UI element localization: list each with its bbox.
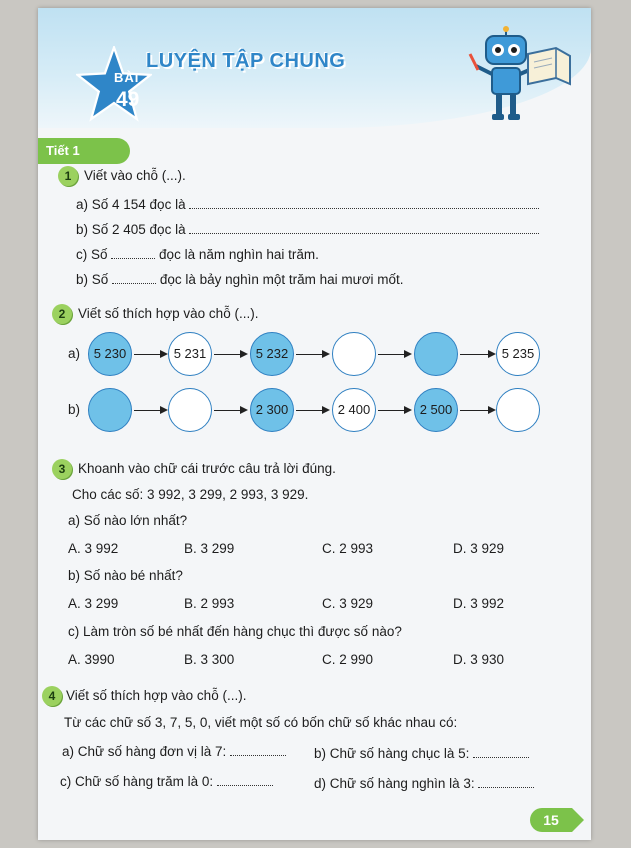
q4-c-text: c) Chữ số hàng trăm là 0: <box>60 774 214 789</box>
option-b[interactable]: B. 2 993 <box>184 596 235 611</box>
q1-b-text: b) Số 2 405 đọc là <box>76 222 186 237</box>
arrow-right-icon <box>378 410 410 411</box>
option-c[interactable]: C. 3 929 <box>322 596 374 611</box>
arrow-right-icon <box>134 410 166 411</box>
q1-a <box>76 196 539 212</box>
option-d[interactable]: D. 3 930 <box>453 652 505 667</box>
number-circle: 5 231 <box>168 332 212 376</box>
arrow-right-icon <box>378 354 410 355</box>
option-a[interactable]: A. 3 299 <box>68 596 119 611</box>
option-c[interactable]: C. 2 990 <box>322 652 374 667</box>
q4-d-text: d) Chữ số hàng nghìn là 3: <box>314 776 475 791</box>
q4-b-text: b) Chữ số hàng chục là 5: <box>314 746 470 761</box>
q1-d <box>76 271 404 287</box>
number-circle: 2 400 <box>332 388 376 432</box>
q1-c <box>76 246 319 262</box>
arrow-right-icon <box>460 410 494 411</box>
arrow-right-icon <box>296 354 328 355</box>
question-1-prompt: Viết vào chỗ (...). <box>84 168 186 183</box>
page-title: LUYỆN TẬP CHUNG <box>146 50 346 72</box>
question-4-prompt: Viết số thích hợp vào chỗ (...). <box>66 688 247 703</box>
q1-d-pre: b) Số <box>76 272 109 287</box>
option-b[interactable]: B. 3 299 <box>184 541 235 556</box>
number-circle-blank[interactable] <box>168 388 212 432</box>
lesson-number: 49 <box>116 88 140 111</box>
question-4-intro: Từ các chữ số 3, 7, 5, 0, viết một số có bốn chữ số khác nhau có: <box>64 715 458 730</box>
q4-b <box>314 745 529 761</box>
question-3-badge: 3 <box>52 459 72 479</box>
option-c[interactable]: C. 2 993 <box>322 541 374 556</box>
option-d[interactable]: D. 3 992 <box>453 596 505 611</box>
answer-line[interactable] <box>473 745 529 758</box>
arrow-right-icon <box>214 410 246 411</box>
option-a[interactable]: A. 3990 <box>68 652 115 667</box>
q1-c-pre: c) Số <box>76 247 108 262</box>
q3-b-question: b) Số nào bé nhất? <box>68 568 183 583</box>
workbook-page <box>38 8 591 840</box>
number-circle: 2 500 <box>414 388 458 432</box>
question-2-prompt: Viết số thích hợp vào chỗ (...). <box>78 306 259 321</box>
page-number: 15 <box>530 808 572 832</box>
answer-line[interactable] <box>111 246 155 259</box>
q4-c <box>60 773 273 789</box>
q4-a-text: a) Chữ số hàng đơn vị là 7: <box>62 744 227 759</box>
number-circle-blank[interactable] <box>88 388 132 432</box>
q4-d <box>314 775 534 791</box>
number-circle: 2 300 <box>250 388 294 432</box>
q1-d-post: đọc là bảy nghìn một trăm hai mươi mốt. <box>159 272 404 287</box>
arrow-right-icon <box>460 354 494 355</box>
answer-line[interactable] <box>478 775 534 788</box>
question-3-prompt: Khoanh vào chữ cái trước câu trả lời đúng. <box>78 461 336 476</box>
option-d[interactable]: D. 3 929 <box>453 541 505 556</box>
option-b[interactable]: B. 3 300 <box>184 652 235 667</box>
answer-line[interactable] <box>217 773 273 786</box>
answer-line[interactable] <box>189 221 539 234</box>
number-circle: 5 235 <box>496 332 540 376</box>
answer-line[interactable] <box>112 271 156 284</box>
row-a-label: a) <box>68 346 81 361</box>
q1-b <box>76 221 539 237</box>
question-3-given: Cho các số: 3 992, 3 299, 2 993, 3 929. <box>72 487 309 502</box>
number-circle-blank[interactable] <box>496 388 540 432</box>
q3-a-question: a) Số nào lớn nhất? <box>68 513 188 528</box>
q3-c-question: c) Làm tròn số bé nhất đến hàng chục thì được số nào? <box>68 624 402 639</box>
question-4-badge: 4 <box>42 686 62 706</box>
row-b-label: b) <box>68 402 81 417</box>
answer-line[interactable] <box>189 196 539 209</box>
number-circle: 5 230 <box>88 332 132 376</box>
question-2-badge: 2 <box>52 304 72 324</box>
arrow-right-icon <box>214 354 246 355</box>
q1-a-text: a) Số 4 154 đọc là <box>76 197 186 212</box>
arrow-right-icon <box>296 410 328 411</box>
question-1-badge: 1 <box>58 166 78 186</box>
answer-line[interactable] <box>230 743 286 756</box>
lesson-label: BÀI <box>114 70 140 85</box>
arrow-right-icon <box>134 354 166 355</box>
section-badge: Tiết 1 <box>38 138 130 164</box>
q4-a <box>62 743 286 759</box>
number-circle: 5 232 <box>250 332 294 376</box>
robot-reading-book-icon <box>458 26 578 126</box>
q1-c-post: đọc là năm nghìn hai trăm. <box>159 247 319 262</box>
option-a[interactable]: A. 3 992 <box>68 541 119 556</box>
number-circle-blank[interactable] <box>414 332 458 376</box>
number-circle-blank[interactable] <box>332 332 376 376</box>
